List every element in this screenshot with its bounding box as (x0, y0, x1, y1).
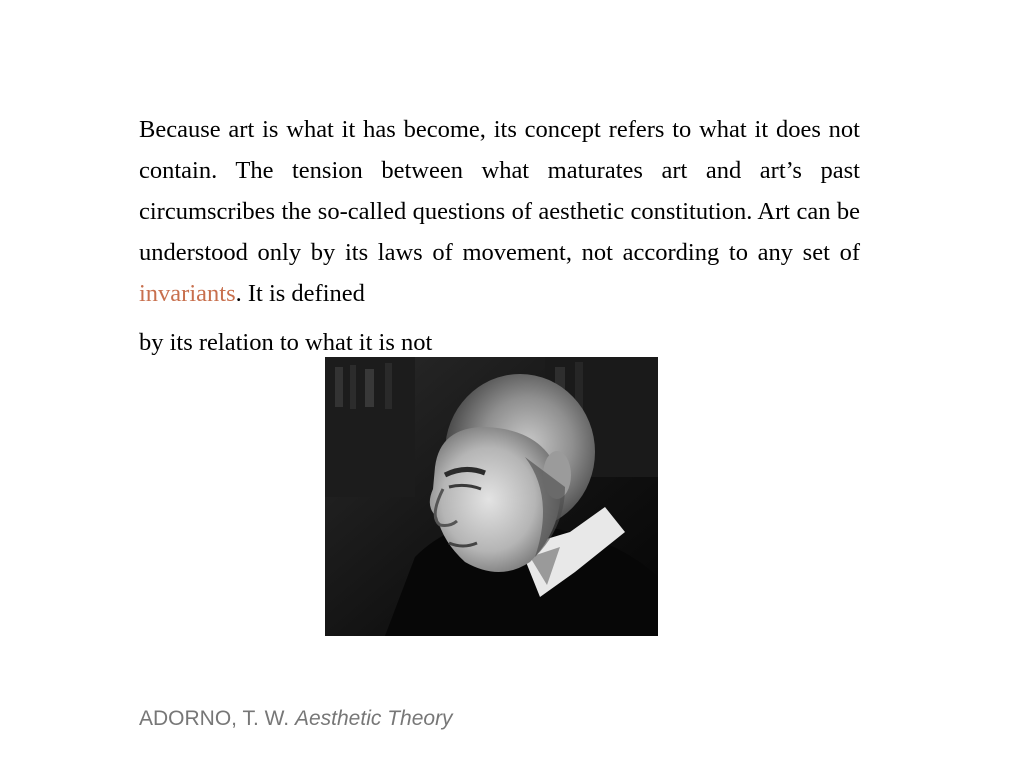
quote-paragraph (139, 109, 860, 363)
citation-work: Aesthetic Theory (294, 707, 453, 730)
quote-last-line: by its relation to what it is not (139, 328, 433, 356)
citation-author: ADORNO, T. W. (139, 707, 290, 730)
quote-highlight-invariants: invariants (139, 279, 236, 307)
quote-text-after: . It is defined (235, 279, 365, 307)
quote-text-before: Because art is what it has become, its concept refers to what it does not contain. The tension between what maturates art and art’s past circumscribes the so-called questions of aesthetic constitution. Art can be understood only by its laws of movement, not according to any set of (139, 115, 860, 266)
portrait-photo (325, 357, 658, 636)
portrait-illustration (325, 357, 658, 636)
citation (139, 704, 453, 734)
